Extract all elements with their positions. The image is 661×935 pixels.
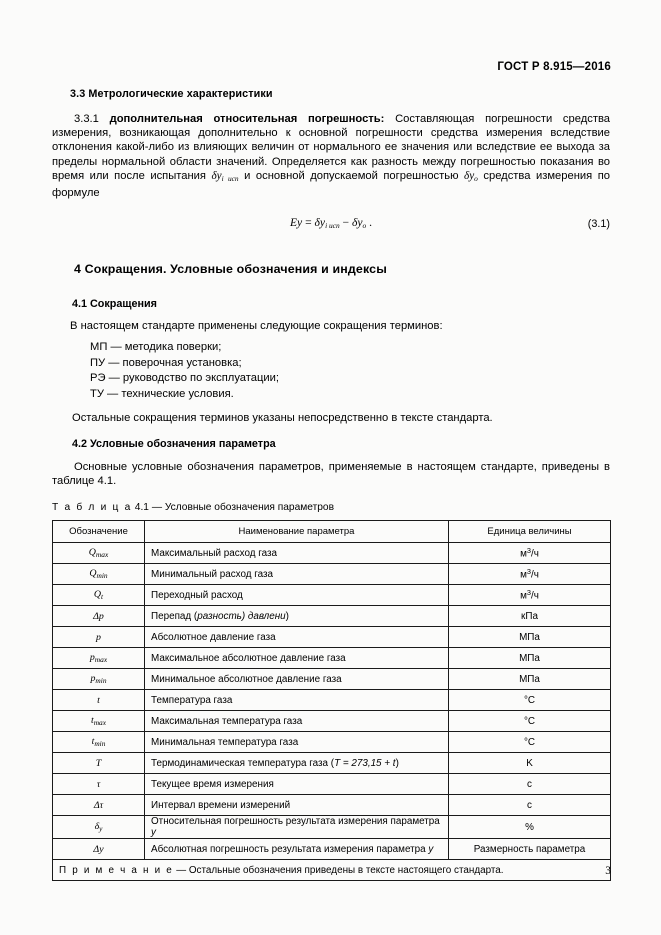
cell-parameter-name: Минимальная температура газа (145, 732, 449, 753)
table-header-row (53, 521, 611, 543)
symbol-subscript: max (94, 655, 108, 665)
paragraph-4-1-after: Остальные сокращения терминов указаны непосредственно в тексте стандарта. (72, 411, 493, 424)
symbol-glyph: $Q_{max}$ (88, 547, 109, 560)
column-header-parameter-name: Наименование параметра (145, 521, 449, 543)
cell-symbol (53, 795, 145, 816)
inline-formula: разность) давлени (197, 610, 286, 622)
column-header-unit: Единица величины (449, 521, 611, 543)
cell-parameter-name: Текущее время измерения (145, 774, 449, 795)
table-caption (52, 502, 610, 513)
formula-term-2-sub: о (362, 221, 367, 231)
heading-section-4: 4 Сокращения. Условные обозначения и индексы (74, 262, 387, 277)
table-note-label: П р и м е ч а н и е (59, 864, 174, 876)
list-item: РЭ — руководство по эксплуатации; (90, 372, 280, 385)
cell-symbol (53, 732, 145, 753)
symbol-glyph: $Q_{min}$ (89, 568, 108, 581)
table-row (53, 627, 611, 648)
table-body (53, 543, 611, 881)
symbol-glyph: p (96, 631, 101, 643)
cell-symbol (53, 839, 145, 860)
cell-unit: с (449, 795, 611, 816)
table-row (53, 543, 611, 564)
inline-formula: T = 273,15 + t (334, 757, 396, 769)
paragraph-4-1-lead: В настоящем стандарте применены следующие сокращения терминов: (70, 320, 443, 333)
cell-parameter-name: Максимальная температура газа (145, 711, 449, 732)
formula-number-3-1: (3.1) (587, 218, 610, 231)
subscript-o: о (474, 173, 478, 183)
symbol-delta-y-o: $\delta y_о$ (464, 169, 478, 183)
list-item: МП — методика поверки; (90, 341, 222, 354)
cell-unit: °C (449, 690, 611, 711)
table-caption-label: Т а б л и ц а (52, 502, 132, 514)
table-caption-dash: — (151, 502, 162, 514)
symbol-glyph: $p_{min}$ (90, 673, 107, 686)
cell-parameter-name: Максимальное абсолютное давление газа (145, 648, 449, 669)
definition-text-a: Составляющая погрешности средства измерения, возникающая дополнительно к основной погрешности средства измерения вследствие отклонения какой-либо из влияющих величин от нормального ее значения или вследствие ее выхода за пределы нормальной области значений. Определяется как разность между погрешностью показания во время или после испытания (52, 113, 611, 182)
cell-symbol (53, 543, 145, 564)
cell-unit: Размерность параметра (449, 839, 611, 860)
cell-unit: K (449, 753, 611, 774)
cell-symbol (53, 816, 145, 839)
table-row (53, 606, 611, 627)
cell-parameter-name: Минимальное абсолютное давление газа (145, 669, 449, 690)
cell-parameter-name: Интервал времени измерений (145, 795, 449, 816)
inline-variable: y (151, 827, 156, 839)
table-note-row (53, 860, 611, 881)
unit-exponent: 3 (526, 546, 532, 556)
column-header-symbol: Обозначение (53, 521, 145, 543)
cell-unit: МПа (449, 669, 611, 690)
cell-unit: кПа (449, 606, 611, 627)
symbol-glyph: $t_{min}$ (91, 736, 106, 749)
term-definition-label: дополнительная относительная погрешность: (109, 113, 385, 125)
table-row (53, 774, 611, 795)
subscript-i-isp: i исп (221, 173, 239, 183)
table-row (53, 564, 611, 585)
page-number: 3 (605, 865, 611, 877)
paragraph-3-3-1 (52, 112, 610, 200)
page-content (52, 88, 610, 881)
parameter-symbols-table (52, 520, 611, 881)
list-item: ТУ — технические условия. (90, 388, 234, 401)
heading-3-3: 3.3 Метрологические характеристики (70, 88, 273, 100)
symbol-subscript: y (99, 824, 103, 834)
cell-unit: МПа (449, 648, 611, 669)
symbol-glyph: $\delta_y$ (94, 821, 103, 834)
formula-term-1-sub: i исп (325, 221, 340, 231)
abbreviation-list (52, 340, 610, 402)
cell-unit: °C (449, 732, 611, 753)
symbol-subscript: min (96, 571, 108, 581)
formula-3-1-row (52, 216, 610, 236)
symbol-glyph: $Q_t$ (93, 589, 104, 602)
cell-parameter-name: Переходный расход (145, 585, 449, 606)
paragraph-4-2: Основные условные обозначения параметров, применяемые в настоящем стандарте, приведены в таблице 4.1. (52, 460, 610, 487)
cell-parameter-name: Абсолютное давление газа (145, 627, 449, 648)
formula-lhs: Ey (289, 216, 303, 230)
table-row (53, 816, 611, 839)
formula-term-1: $\delta y_{i исп}$ (314, 216, 340, 231)
cell-symbol (53, 585, 145, 606)
symbol-subscript: max (93, 718, 107, 728)
cell-parameter-name: Перепад (разность) давлени) (145, 606, 449, 627)
cell-unit: $м^3/ч$ (449, 543, 611, 564)
cell-symbol (53, 627, 145, 648)
table-caption-number: 4.1 (134, 502, 149, 514)
symbol-glyph: $t_{max}$ (90, 715, 107, 728)
cell-symbol (53, 564, 145, 585)
cell-unit: °C (449, 711, 611, 732)
table-caption-title: Условные обозначения параметров (164, 502, 334, 514)
cell-parameter-name: Относительная погрешность результата измерения параметра y (145, 816, 449, 839)
inline-variable: y (428, 843, 434, 855)
cell-parameter-name: Термодинамическая температура газа (T = 273,15 + t) (145, 753, 449, 774)
heading-4-1: 4.1 Сокращения (72, 298, 157, 311)
symbol-glyph: T (95, 757, 102, 769)
symbol-delta-y-i-isp: $\delta y_{i исп}$ (211, 169, 239, 183)
unit-exponent: 3 (526, 588, 532, 598)
cell-unit: с (449, 774, 611, 795)
table-row (53, 669, 611, 690)
cell-parameter-name: Температура газа (145, 690, 449, 711)
formula-term-2: $\delta y_о$ (352, 216, 367, 231)
symbol-glyph: t (97, 694, 100, 706)
cell-parameter-name: Максимальный расход газа (145, 543, 449, 564)
formula-equals: = (302, 216, 315, 230)
definition-text-c: средства измерения по формуле (52, 169, 610, 200)
symbol-subscript: t (101, 592, 104, 602)
table-row (53, 732, 611, 753)
symbol-glyph: $p_{max}$ (89, 652, 108, 665)
cell-symbol (53, 648, 145, 669)
heading-4-2: 4.2 Условные обозначения параметра (72, 437, 276, 450)
cell-symbol (53, 690, 145, 711)
symbol-glyph: Δy (93, 843, 104, 855)
table-note: П р и м е ч а н и е — Остальные обозначения приведены в тексте настоящего стандарта. (53, 860, 611, 881)
cell-unit: $м^3/ч$ (449, 585, 611, 606)
table-row (53, 795, 611, 816)
symbol-glyph: τ (96, 778, 101, 790)
cell-parameter-name: Минимальный расход газа (145, 564, 449, 585)
cell-unit: $м^3/ч$ (449, 564, 611, 585)
table-row (53, 648, 611, 669)
table-row (53, 585, 611, 606)
cell-unit: МПа (449, 627, 611, 648)
clause-number: 3.3.1 (74, 113, 110, 125)
formula-period: . (366, 216, 373, 230)
cell-symbol (53, 711, 145, 732)
table-row (53, 753, 611, 774)
table-row (53, 690, 611, 711)
cell-symbol (53, 669, 145, 690)
cell-symbol (53, 753, 145, 774)
cell-unit: % (449, 816, 611, 839)
symbol-glyph: Δτ (93, 799, 104, 811)
cell-symbol (53, 606, 145, 627)
unit-exponent: 3 (526, 567, 532, 577)
table-row (53, 839, 611, 860)
list-item: ПУ — поверочная установка; (90, 356, 242, 369)
formula-3-1 (290, 216, 372, 230)
running-header-standard-id: ГОСТ Р 8.915—2016 (497, 61, 611, 73)
symbol-subscript: min (94, 739, 106, 749)
formula-minus: − (339, 216, 352, 230)
definition-text-b: и основной допускаемой погрешностью (238, 169, 464, 182)
cell-symbol (53, 774, 145, 795)
symbol-subscript: min (95, 676, 107, 686)
table-row (53, 711, 611, 732)
symbol-subscript: max (95, 550, 109, 560)
symbol-glyph: Δp (93, 610, 104, 622)
cell-parameter-name: Абсолютная погрешность результата измерения параметра y (145, 839, 449, 860)
